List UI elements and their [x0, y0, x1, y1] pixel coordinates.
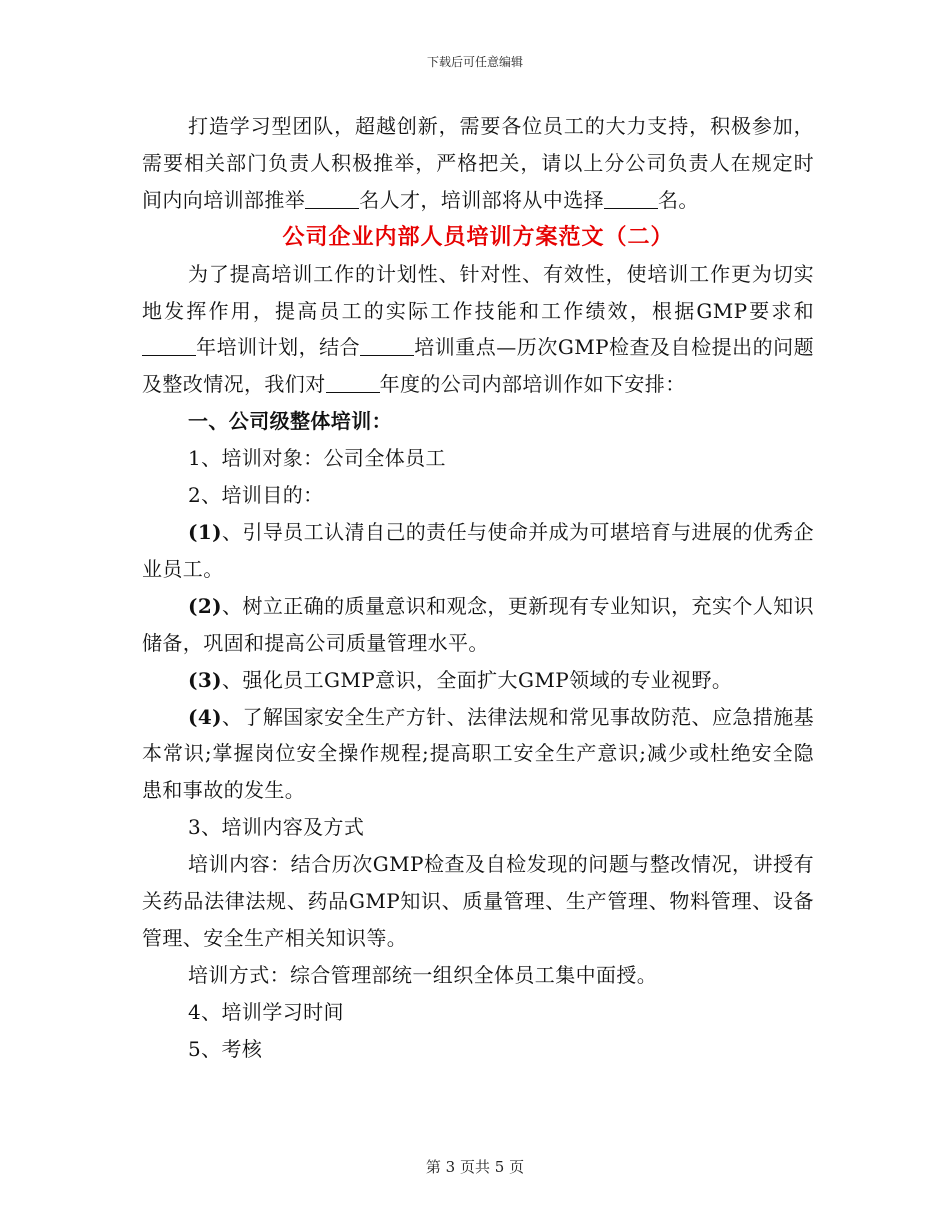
purpose-paragraph: [142, 256, 814, 404]
item-5: 5、考核: [188, 1036, 263, 1061]
para1-text-d: 年度的公司内部培训作如下安排：: [379, 372, 686, 397]
item-1: 1、培训对象：公司全体员工: [188, 446, 446, 471]
section-heading-1: 一、公司级整体培训：: [188, 409, 392, 434]
sub-item-number: (2): [188, 593, 223, 618]
blank-line: [360, 335, 414, 356]
blank-line: [142, 335, 196, 356]
blank-line: [326, 372, 380, 393]
sub-item-3: [142, 662, 814, 699]
para1-text-b: 年培训计划，结合: [196, 335, 361, 360]
sub-item-number: (3): [188, 667, 223, 692]
sub-item-2: [142, 588, 814, 662]
intro-text-b: 名人才，培训部将从中选择: [359, 187, 605, 212]
sub-item-text: 、树立正确的质量意识和观念，更新现有专业知识，充实个人知识储备，巩固和提高公司质量管理水平。: [142, 593, 814, 655]
section-title: 公司企业内部人员培训方案范文（二）: [282, 223, 674, 250]
training-method: 培训方式：综合管理部统一组织全体员工集中面授。: [188, 962, 658, 987]
sub-item-4: [142, 699, 814, 810]
intro-text-a: 打造学习型团队，超越创新，需要各位员工的大力支持，积极参加，需要相关部门负责人积极推举，严格把关，请以上分公司负责人在规定时间内向培训部推举: [142, 114, 814, 212]
sub-item-number: (1): [188, 519, 223, 544]
sub-item-text: 、了解国家安全生产方针、法律法规和常见事故防范、应急措施基本常识;掌握岗位安全操作规程;提高职工安全生产意识;减少或杜绝安全隐患和事故的发生。: [142, 704, 814, 803]
page-footer: 第 3 页共 5 页: [425, 1158, 525, 1176]
para1-text-c: 培训重点—历次GMP检查及自检提出的问题及整改情况，我们对: [142, 335, 815, 397]
intro-paragraph: [142, 108, 814, 219]
blank-line: [305, 188, 359, 209]
para1-text-a: 为了提高培训工作的计划性、针对性、有效性，使培训工作更为切实地发挥作用，提高员工的实际工作技能和工作绩效，根据GMP要求和: [142, 261, 814, 323]
intro-text-c: 名。: [658, 187, 699, 212]
sub-item-1: [142, 514, 814, 588]
blank-line: [604, 188, 658, 209]
sub-item-text: 、强化员工GMP意识，全面扩大GMP领域的专业视野。: [222, 667, 733, 692]
sub-item-number: (4): [188, 704, 223, 729]
sub-item-text: 、引导员工认清自己的责任与使命并成为可堪培育与进展的优秀企业员工。: [142, 519, 814, 581]
item-3: 3、培训内容及方式: [188, 815, 365, 840]
page-header: 下载后可任意编辑: [426, 55, 523, 69]
document-body: [142, 108, 814, 1068]
training-content: 培训内容：结合历次GMP检查及自检发现的问题与整改情况，讲授有关药品法律法规、药品GMP知识、质量管理、生产管理、物料管理、设备管理、安全生产相关知识等。: [142, 852, 814, 950]
item-2: 2、培训目的：: [188, 483, 324, 508]
item-4: 4、培训学习时间: [188, 999, 344, 1024]
